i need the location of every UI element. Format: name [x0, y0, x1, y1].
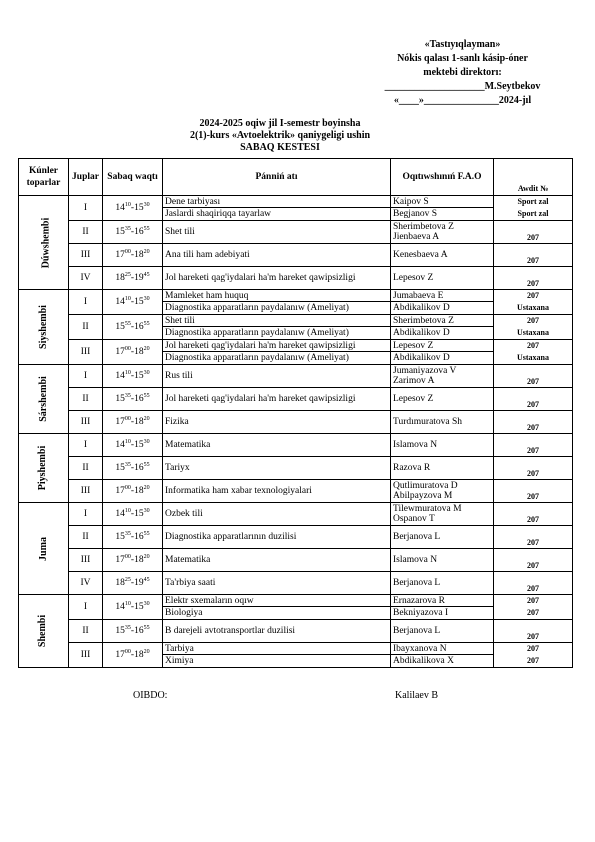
approval-line-1: «Tastıyıqlayman» — [424, 39, 501, 50]
pair-number: III — [69, 244, 103, 267]
room-number: 207 — [527, 233, 539, 242]
schedule-body — [19, 196, 573, 668]
room-number: 207 — [527, 515, 539, 524]
header-subject: Pánniń atı — [163, 159, 391, 196]
subject-name: Fizika — [165, 417, 189, 427]
pair-number: II — [69, 388, 103, 411]
teacher-name: Bekniyazova I — [391, 606, 493, 619]
teacher-cell — [391, 196, 494, 221]
room-cell — [494, 411, 573, 434]
subject-cell — [163, 643, 391, 668]
room-number: Ustaxana — [516, 353, 549, 362]
room-cell — [494, 643, 573, 668]
room-cell — [494, 595, 573, 620]
lesson-time: $14^{10}-15^{30}$ — [103, 290, 163, 315]
subject-cell — [163, 411, 391, 434]
teacher-name: Kaipov S — [393, 196, 429, 207]
room-number: 207 — [527, 469, 539, 478]
teacher-name: Berjanova L — [393, 626, 441, 636]
subject-cell — [163, 221, 391, 244]
subject-cell — [163, 434, 391, 457]
teacher-cell — [391, 315, 494, 340]
subject-cell — [163, 620, 391, 643]
lesson-time: $17^{00}-18^{20}$ — [103, 244, 163, 267]
pair-number: IV — [69, 572, 103, 595]
teacher-cell — [391, 244, 494, 267]
pair-number: III — [69, 480, 103, 503]
lesson-time: $15^{35}-16^{55}$ — [103, 620, 163, 643]
teacher-name: Sherimbetova Z Jienbaeva A — [393, 222, 454, 242]
day-cell — [19, 434, 69, 503]
room-cell — [494, 315, 573, 340]
lesson-time: $17^{00}-18^{20}$ — [103, 549, 163, 572]
room-number: 207 — [527, 492, 539, 501]
room-number: 207 — [527, 446, 539, 455]
teacher-name: Ernazarova R — [393, 595, 445, 606]
room-cell — [494, 572, 573, 595]
teacher-cell — [391, 434, 494, 457]
teacher-name: Lepesov Z — [393, 340, 434, 351]
table-row — [19, 221, 573, 244]
subject-cell — [163, 244, 391, 267]
table-row — [19, 315, 573, 340]
subject-cell — [163, 315, 391, 340]
subject-name: Tarbiya — [165, 643, 194, 654]
room-number: 207 — [527, 656, 539, 665]
room-number: 207 — [527, 291, 539, 300]
title-line-1: 2024-2025 oqiw jil I-semestr boyinsha — [199, 118, 361, 129]
header-pair: Juplar — [69, 159, 103, 196]
table-row — [19, 340, 573, 365]
day-name: Dúwshembi — [40, 217, 52, 268]
subject-name: Jol hareketi qag'iydalari ha'm hareket qawipsizligi — [165, 273, 356, 283]
room-number: 207 — [527, 538, 539, 547]
teacher-name: Kenesbaeva A — [393, 250, 448, 260]
table-row — [19, 572, 573, 595]
day-name: Juma — [37, 536, 49, 561]
table-row — [19, 290, 573, 315]
room-cell — [494, 549, 573, 572]
room-cell — [494, 340, 573, 365]
lesson-time: $14^{10}-15^{30}$ — [103, 434, 163, 457]
room-cell — [494, 365, 573, 388]
room-number: 207 — [527, 596, 539, 605]
pair-number: I — [69, 503, 103, 526]
teacher-cell — [391, 526, 494, 549]
room-number: Ustaxana — [516, 328, 549, 337]
teacher-name: Tilewmuratova M Ospanov T — [393, 504, 462, 524]
lesson-time: $15^{55}-16^{55}$ — [103, 315, 163, 340]
lesson-time: $14^{10}-15^{30}$ — [103, 196, 163, 221]
table-row — [19, 388, 573, 411]
pair-number: III — [69, 643, 103, 668]
subject-name: Diagnostika apparatların paydalanıw (Ameliyat) — [163, 326, 390, 339]
subject-name: Biologiya — [163, 606, 390, 619]
subject-name: Rus tili — [165, 371, 193, 381]
pair-number: IV — [69, 267, 103, 290]
teacher-name: Abdikalikova X — [391, 654, 493, 667]
subject-name: B darejeli avtotransportlar duzilisi — [165, 626, 296, 636]
approval-line-5: «____»_______________2024-jıl — [393, 95, 532, 106]
lesson-time: $18^{25}-19^{45}$ — [103, 267, 163, 290]
teacher-cell — [391, 221, 494, 244]
room-number: 207 — [527, 632, 539, 641]
room-number: 207 — [527, 644, 539, 653]
subject-name: Matematika — [165, 555, 211, 565]
schedule-table — [18, 158, 573, 668]
teacher-name: Abdikalikov D — [391, 351, 493, 364]
teacher-cell — [391, 388, 494, 411]
lesson-time: $17^{00}-18^{20}$ — [103, 340, 163, 365]
table-row — [19, 480, 573, 503]
room-number: Sport zal — [517, 197, 549, 206]
teacher-cell — [391, 620, 494, 643]
room-cell — [494, 480, 573, 503]
approval-block — [340, 38, 585, 108]
teacher-cell — [391, 267, 494, 290]
teacher-name: Lepesov Z — [393, 394, 434, 404]
header-room: Awdit № — [494, 159, 573, 196]
day-cell — [19, 595, 69, 668]
teacher-cell — [391, 411, 494, 434]
subject-cell — [163, 388, 391, 411]
pair-number: I — [69, 434, 103, 457]
teacher-name: Abdikalikov D — [391, 301, 493, 314]
teacher-name: Ibayxanova N — [393, 643, 447, 654]
subject-cell — [163, 595, 391, 620]
teacher-cell — [391, 572, 494, 595]
pair-number: I — [69, 290, 103, 315]
subject-cell — [163, 526, 391, 549]
teacher-cell — [391, 503, 494, 526]
teacher-cell — [391, 549, 494, 572]
lesson-time: $17^{00}-18^{20}$ — [103, 480, 163, 503]
teacher-name: Lepesov Z — [393, 273, 434, 283]
subject-name: Jol hareketi qag'iydalari ha'm hareket qawipsizligi — [165, 340, 356, 351]
subject-cell — [163, 480, 391, 503]
subject-name: Mamleket ham huquq — [165, 290, 249, 301]
lesson-time: $14^{10}-15^{30}$ — [103, 503, 163, 526]
day-cell — [19, 290, 69, 365]
room-cell — [494, 221, 573, 244]
teacher-name: Berjanova L — [393, 532, 441, 542]
table-row — [19, 196, 573, 221]
pair-number: II — [69, 526, 103, 549]
subject-name: Informatika ham xabar texnologiyalari — [165, 486, 312, 496]
subject-name: Shet tili — [165, 227, 195, 237]
pair-number: II — [69, 315, 103, 340]
day-cell — [19, 196, 69, 290]
lesson-time: $15^{35}-16^{55}$ — [103, 457, 163, 480]
room-cell — [494, 457, 573, 480]
room-number: 207 — [527, 608, 539, 617]
pair-number: II — [69, 221, 103, 244]
title-line-3: SABAQ KESTESI — [240, 142, 320, 153]
teacher-cell — [391, 595, 494, 620]
room-number: 207 — [527, 400, 539, 409]
room-number: 207 — [527, 316, 539, 325]
day-name: Shembi — [37, 614, 49, 648]
table-row — [19, 595, 573, 620]
subject-name: Tariyx — [165, 463, 190, 473]
room-number: Sport zal — [517, 209, 549, 218]
day-name: Sárshembi — [37, 376, 49, 422]
approval-line-3: mektebi direktorı: — [423, 67, 502, 78]
subject-cell — [163, 457, 391, 480]
room-number: 207 — [527, 423, 539, 432]
room-number: 207 — [527, 561, 539, 570]
day-cell — [19, 365, 69, 434]
teacher-name: Jumabaeva E — [393, 290, 444, 301]
header-time: Sabaq waqtı — [103, 159, 163, 196]
room-number: Ustaxana — [516, 303, 549, 312]
teacher-cell — [391, 457, 494, 480]
table-row — [19, 267, 573, 290]
room-cell — [494, 290, 573, 315]
room-number: 207 — [527, 256, 539, 265]
subject-cell — [163, 290, 391, 315]
teacher-name: Razova R — [393, 463, 431, 473]
pair-number: III — [69, 411, 103, 434]
subject-cell — [163, 549, 391, 572]
table-row — [19, 457, 573, 480]
room-cell — [494, 434, 573, 457]
subject-name: Jaslardi shaqiriqqa tayarlaw — [163, 207, 390, 220]
table-row — [19, 411, 573, 434]
teacher-name: Islamova N — [393, 440, 438, 450]
day-cell — [19, 503, 69, 595]
table-row — [19, 526, 573, 549]
room-number: 207 — [527, 377, 539, 386]
teacher-name: Jumaniyazova V Zarimov A — [393, 366, 457, 386]
teacher-name: Berjanova L — [393, 578, 441, 588]
day-name: Piyshembi — [37, 445, 49, 491]
room-cell — [494, 526, 573, 549]
teacher-cell — [391, 290, 494, 315]
subject-name: Diagnostika apparatların paydalanıw (Ameliyat) — [163, 351, 390, 364]
day-name: Siyshembi — [37, 305, 49, 349]
header-day: Kúnler toparlar — [19, 159, 69, 196]
teacher-name: Qutlimuratova D Abilpayzova M — [393, 481, 458, 501]
teacher-name: Sherimbetova Z — [393, 315, 454, 326]
pair-number: I — [69, 595, 103, 620]
table-row — [19, 503, 573, 526]
pair-number: III — [69, 549, 103, 572]
room-cell — [494, 244, 573, 267]
pair-number: I — [69, 196, 103, 221]
subject-name: Ana tili ham adebiyati — [165, 250, 250, 260]
lesson-time: $15^{35}-16^{55}$ — [103, 388, 163, 411]
room-cell — [494, 503, 573, 526]
lesson-time: $17^{00}-18^{20}$ — [103, 411, 163, 434]
table-row — [19, 434, 573, 457]
table-row — [19, 620, 573, 643]
lesson-time: $14^{10}-15^{30}$ — [103, 365, 163, 388]
teacher-name: Turdımuratova Sh — [393, 417, 463, 427]
teacher-name: Begjanov S — [391, 207, 493, 220]
room-cell — [494, 267, 573, 290]
pair-number: I — [69, 365, 103, 388]
subject-name: Matematika — [165, 440, 211, 450]
subject-name: Ozbek tili — [165, 509, 203, 519]
approval-line-4: ____________________M.Seytbekov — [384, 81, 541, 92]
subject-name: Diagnostika apparatların paydalanıw (Ameliyat) — [163, 301, 390, 314]
subject-cell — [163, 572, 391, 595]
subject-cell — [163, 365, 391, 388]
pair-number: III — [69, 340, 103, 365]
teacher-name: Islamova N — [393, 555, 438, 565]
room-cell — [494, 196, 573, 221]
subject-name: Dene tarbiyası — [165, 196, 221, 207]
room-number: 207 — [527, 279, 539, 288]
subject-cell — [163, 503, 391, 526]
table-row — [19, 244, 573, 267]
room-number: 207 — [527, 584, 539, 593]
room-number: 207 — [527, 341, 539, 350]
subject-name: Jol hareketi qag'iydalari ha'm hareket qawipsizligi — [165, 394, 356, 404]
document-title — [150, 118, 410, 154]
subject-cell — [163, 340, 391, 365]
subject-cell — [163, 267, 391, 290]
lesson-time: $14^{10}-15^{30}$ — [103, 595, 163, 620]
lesson-time: $15^{35}-16^{55}$ — [103, 526, 163, 549]
title-line-2: 2(1)-kurs «Avtoelektrik» qaniygeligi ushin — [189, 130, 371, 141]
teacher-cell — [391, 365, 494, 388]
room-cell — [494, 620, 573, 643]
room-cell — [494, 388, 573, 411]
table-row — [19, 549, 573, 572]
lesson-time: $15^{35}-16^{55}$ — [103, 221, 163, 244]
subject-name: Ta'rbiya saati — [165, 578, 216, 588]
subject-name: Shet tili — [165, 315, 195, 326]
table-row — [19, 365, 573, 388]
approval-line-2: Nókis qalası 1-sanlı kásip-óner — [397, 53, 528, 64]
header-teacher: Oqıtıwshınıń F.A.O — [391, 159, 494, 196]
lesson-time: $18^{25}-19^{45}$ — [103, 572, 163, 595]
subject-cell — [163, 196, 391, 221]
teacher-cell — [391, 340, 494, 365]
subject-name: Elektr sxemaların oqıw — [165, 595, 254, 606]
subject-name: Diagnostika apparatlarının duzilisi — [165, 532, 297, 542]
table-header-row — [19, 159, 573, 196]
footer-right: Kalilaev B — [395, 690, 439, 701]
lesson-time: $17^{00}-18^{20}$ — [103, 643, 163, 668]
teacher-cell — [391, 480, 494, 503]
footer-left: OIBDO: — [133, 690, 168, 701]
table-row — [19, 643, 573, 668]
subject-name: Ximiya — [163, 654, 390, 667]
pair-number: II — [69, 457, 103, 480]
teacher-name: Abdikalikov D — [391, 326, 493, 339]
pair-number: II — [69, 620, 103, 643]
teacher-cell — [391, 643, 494, 668]
